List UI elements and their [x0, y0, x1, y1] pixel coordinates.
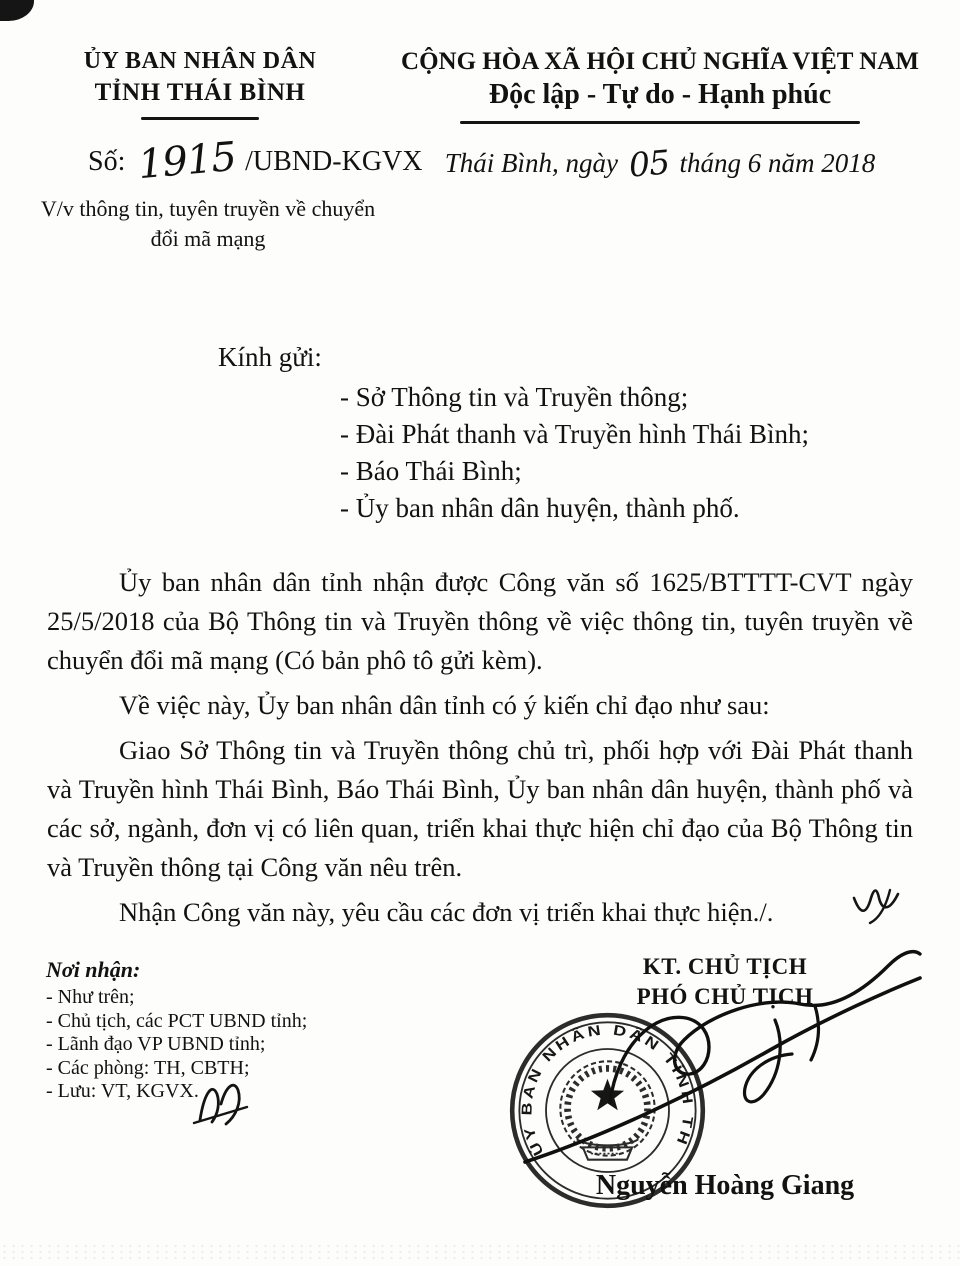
body-paragraph-1: Ủy ban nhân dân tỉnh nhận được Công văn số 1625/BTTTT-CVT ngày 25/5/2018 của Bộ Thông tin và Truyền thông về việc thông tin, tuyên truyền về chuyển đổi mã mạng (Có bản phô tô gửi kèm).: [47, 567, 913, 675]
national-motto-line1: CỘNG HÒA XÃ HỘI CHỦ NGHĨA VIỆT NAM: [401, 48, 919, 75]
distribution-item: - Các phòng: TH, CBTH;: [46, 1056, 250, 1079]
org-name-line2: TỈNH THÁI BÌNH: [94, 79, 306, 106]
place-date-suffix: tháng 6 năm 2018: [679, 148, 876, 178]
signer-title-line2: PHÓ CHỦ TỊCH: [636, 984, 814, 1009]
national-motto-line2: Độc lập - Tự do - Hạnh phúc: [488, 79, 832, 110]
place-date-prefix: Thái Bình, ngày: [444, 148, 618, 178]
place-date-line: [388, 142, 932, 185]
scan-noise-band: [0, 1243, 960, 1261]
motto-underline: [460, 121, 860, 124]
distribution-block: [46, 957, 307, 1104]
org-name-line1: ỦY BAN NHÂN DÂN: [83, 48, 317, 74]
recipients-list: [340, 379, 809, 527]
subject-block: [28, 194, 388, 254]
recipient-item: - Ủy ban nhân dân huyện, thành phố.: [340, 493, 740, 523]
signer-title-line1: KT. CHỦ TỊCH: [642, 954, 808, 979]
doc-number-suffix: /UBND-KGVX: [245, 146, 423, 177]
handwritten-initial-body: [850, 880, 906, 926]
recipients-label: Kính gửi:: [218, 342, 322, 372]
doc-number-line: [88, 133, 423, 189]
distribution-label: Nơi nhận:: [46, 957, 141, 982]
body-paragraph-3: Giao Sở Thông tin và Truyền thông chủ trì, phối hợp với Đài Phát thanh và Truyền hình Thái Bình, Báo Thái Bình, Ủy ban nhân dân huyện, thành phố và các sở, ngành, đơn vị có liên quan, triển khai thực hiện chỉ đạo của Bộ Thông tin và Truyền thông tại Công văn nêu trên.: [47, 735, 913, 882]
doc-number-handwritten: 1915: [136, 133, 238, 189]
national-header-block: [388, 48, 932, 129]
body-text-block: [47, 563, 913, 938]
date-handwritten: 05: [627, 142, 671, 185]
org-underline: [141, 117, 259, 120]
subject-line2: đổi mã mạng: [150, 226, 266, 251]
recipient-item: - Báo Thái Bình;: [340, 456, 522, 486]
recipient-item: - Sở Thông tin và Truyền thông;: [340, 382, 689, 412]
distribution-item: - Chủ tịch, các PCT UBND tỉnh;: [46, 1009, 308, 1032]
seal-arc-text: ỦY BAN NHÂN DÂN TỈNH TH: [519, 1022, 696, 1159]
body-paragraph-2: Về việc này, Ủy ban nhân dân tỉnh có ý kiến chỉ đạo như sau:: [119, 690, 770, 720]
body-paragraph-4: Nhận Công văn này, yêu cầu các đơn vị triển khai thực hiện./.: [119, 897, 774, 927]
subject-line1: V/v thông tin, tuyên truyền về chuyển: [40, 196, 376, 221]
signer-name: Nguyễn Hoàng Giang: [595, 1170, 855, 1201]
doc-number-label: Số:: [88, 146, 126, 177]
distribution-list: [46, 986, 307, 1104]
scan-corner-artifact: [0, 0, 34, 21]
handwritten-initial-clerk: [190, 1076, 252, 1128]
issuing-org-block: [28, 48, 372, 125]
distribution-item: - Lưu: VT, KGVX.: [46, 1080, 199, 1102]
distribution-item: - Như trên;: [46, 986, 135, 1008]
recipient-item: - Đài Phát thanh và Truyền hình Thái Bình;: [340, 419, 809, 449]
distribution-item: - Lãnh đạo VP UBND tỉnh;: [46, 1033, 266, 1055]
